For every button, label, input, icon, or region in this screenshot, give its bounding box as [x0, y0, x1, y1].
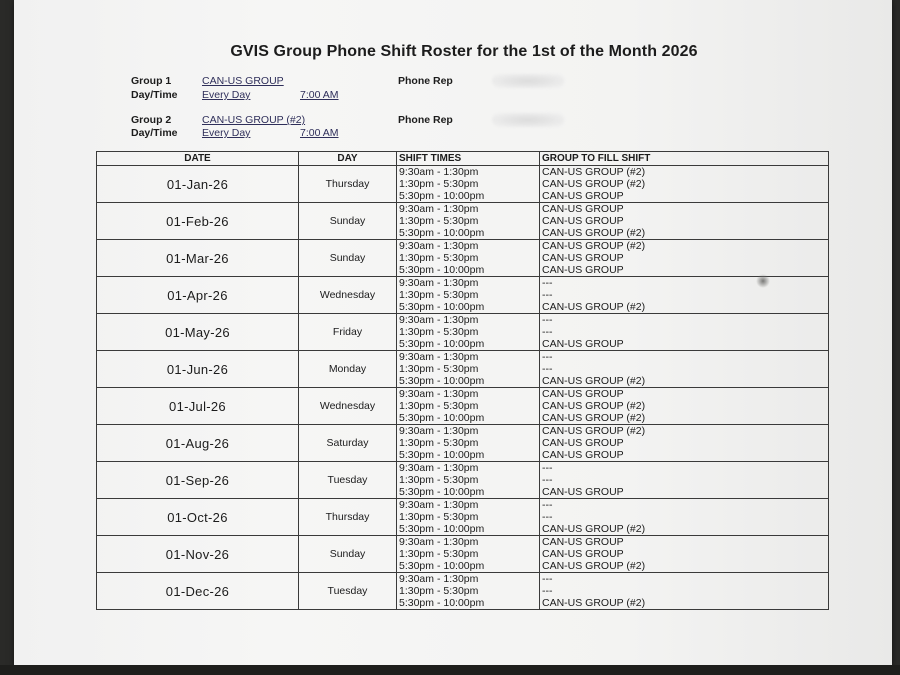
shift-group: CAN-US GROUP (#2) [540, 412, 829, 425]
group2-time-value: 7:00 AM [300, 127, 339, 139]
shift-time: 5:30pm - 10:00pm [397, 449, 540, 462]
row-date: 01-May-26 [97, 314, 299, 351]
row-date: 01-Jan-26 [97, 166, 299, 203]
shift-time: 9:30am - 1:30pm [397, 277, 540, 290]
shift-time: 5:30pm - 10:00pm [397, 597, 540, 610]
shift-time: 5:30pm - 10:00pm [397, 523, 540, 536]
row-day: Saturday [299, 425, 397, 462]
table-row [97, 499, 829, 512]
shift-time: 1:30pm - 5:30pm [397, 400, 540, 412]
shift-group: CAN-US GROUP (#2) [540, 227, 829, 240]
table-row [97, 425, 829, 438]
group1-time-value: 7:00 AM [300, 89, 339, 101]
table-row [97, 536, 829, 549]
shift-group: CAN-US GROUP [540, 548, 829, 560]
row-day: Wednesday [299, 388, 397, 425]
row-day: Sunday [299, 240, 397, 277]
table-row [97, 166, 829, 179]
group1-phone-rep-label: Phone Rep [398, 75, 453, 87]
shift-group: CAN-US GROUP (#2) [540, 523, 829, 536]
shift-time: 5:30pm - 10:00pm [397, 338, 540, 351]
row-day: Sunday [299, 203, 397, 240]
row-date: 01-Mar-26 [97, 240, 299, 277]
background-edge [0, 665, 900, 675]
shift-group: CAN-US GROUP (#2) [540, 425, 829, 438]
shift-group: --- [540, 314, 829, 327]
shift-time: 5:30pm - 10:00pm [397, 375, 540, 388]
shift-time: 1:30pm - 5:30pm [397, 363, 540, 375]
row-date: 01-Sep-26 [97, 462, 299, 499]
shift-time: 9:30am - 1:30pm [397, 314, 540, 327]
shift-time: 1:30pm - 5:30pm [397, 437, 540, 449]
header-group-to-fill: GROUP TO FILL SHIFT [540, 152, 829, 166]
shift-time: 5:30pm - 10:00pm [397, 486, 540, 499]
shift-time: 5:30pm - 10:00pm [397, 190, 540, 203]
shift-time: 9:30am - 1:30pm [397, 425, 540, 438]
shift-group: --- [540, 511, 829, 523]
shift-time: 5:30pm - 10:00pm [397, 227, 540, 240]
shift-time: 1:30pm - 5:30pm [397, 511, 540, 523]
row-date: 01-Jun-26 [97, 351, 299, 388]
shift-group: CAN-US GROUP [540, 486, 829, 499]
shift-group: CAN-US GROUP (#2) [540, 597, 829, 610]
row-date: 01-Aug-26 [97, 425, 299, 462]
table-header-row [97, 152, 829, 166]
group2-phone-rep-label: Phone Rep [398, 114, 453, 126]
row-day: Sunday [299, 536, 397, 573]
paper-smudge [756, 274, 770, 288]
shift-group: --- [540, 326, 829, 338]
shift-time: 1:30pm - 5:30pm [397, 585, 540, 597]
roster-table [96, 151, 829, 610]
row-date: 01-Apr-26 [97, 277, 299, 314]
row-date: 01-Oct-26 [97, 499, 299, 536]
table-row [97, 277, 829, 290]
row-date: 01-Dec-26 [97, 573, 299, 610]
row-date: 01-Nov-26 [97, 536, 299, 573]
group2-label: Group 2 [131, 114, 172, 126]
group2-phone-rep-redacted [492, 113, 564, 127]
table-row [97, 462, 829, 475]
shift-group: CAN-US GROUP [540, 190, 829, 203]
page-title: GVIS Group Phone Shift Roster for the 1st of the Month 2026 [230, 43, 698, 60]
shift-time: 9:30am - 1:30pm [397, 203, 540, 216]
row-day: Thursday [299, 166, 397, 203]
shift-group: --- [540, 462, 829, 475]
row-day: Thursday [299, 499, 397, 536]
table-row [97, 573, 829, 586]
shift-group: CAN-US GROUP [540, 215, 829, 227]
shift-time: 9:30am - 1:30pm [397, 240, 540, 253]
roster-body [97, 166, 829, 610]
shift-time: 9:30am - 1:30pm [397, 536, 540, 549]
header-day: DAY [299, 152, 397, 166]
shift-group: CAN-US GROUP [540, 203, 829, 216]
shift-time: 1:30pm - 5:30pm [397, 215, 540, 227]
shift-time: 9:30am - 1:30pm [397, 166, 540, 179]
document-page [14, 0, 892, 668]
row-day: Wednesday [299, 277, 397, 314]
shift-group: CAN-US GROUP (#2) [540, 560, 829, 573]
shift-time: 5:30pm - 10:00pm [397, 264, 540, 277]
row-date: 01-Jul-26 [97, 388, 299, 425]
table-row [97, 314, 829, 327]
shift-time: 1:30pm - 5:30pm [397, 548, 540, 560]
shift-group: CAN-US GROUP [540, 437, 829, 449]
shift-time: 9:30am - 1:30pm [397, 462, 540, 475]
shift-time: 1:30pm - 5:30pm [397, 474, 540, 486]
shift-time: 1:30pm - 5:30pm [397, 289, 540, 301]
group2-day-value: Every Day [202, 127, 251, 139]
shift-time: 5:30pm - 10:00pm [397, 560, 540, 573]
shift-time: 5:30pm - 10:00pm [397, 301, 540, 314]
table-row [97, 203, 829, 216]
shift-time: 1:30pm - 5:30pm [397, 252, 540, 264]
group1-day-value: Every Day [202, 89, 251, 101]
shift-time: 9:30am - 1:30pm [397, 388, 540, 401]
shift-group: CAN-US GROUP [540, 449, 829, 462]
shift-time: 9:30am - 1:30pm [397, 573, 540, 586]
shift-group: CAN-US GROUP (#2) [540, 240, 829, 253]
group1-label: Group 1 [131, 75, 172, 87]
shift-group: CAN-US GROUP [540, 536, 829, 549]
shift-group: --- [540, 277, 829, 290]
shift-group: --- [540, 585, 829, 597]
row-day: Tuesday [299, 462, 397, 499]
shift-time: 1:30pm - 5:30pm [397, 178, 540, 190]
shift-group: CAN-US GROUP [540, 388, 829, 401]
group2-value: CAN-US GROUP (#2) [202, 114, 306, 126]
shift-group: --- [540, 573, 829, 586]
group1-value: CAN-US GROUP [202, 75, 284, 87]
shift-group: --- [540, 363, 829, 375]
shift-time: 1:30pm - 5:30pm [397, 326, 540, 338]
shift-group: CAN-US GROUP (#2) [540, 375, 829, 388]
shift-group: CAN-US GROUP [540, 338, 829, 351]
shift-group: --- [540, 474, 829, 486]
group1-daytime-label: Day/Time [131, 89, 178, 101]
shift-time: 9:30am - 1:30pm [397, 499, 540, 512]
table-row [97, 240, 829, 253]
shift-group: --- [540, 499, 829, 512]
shift-time: 5:30pm - 10:00pm [397, 412, 540, 425]
group2-daytime-label: Day/Time [131, 127, 178, 139]
shift-group: CAN-US GROUP (#2) [540, 178, 829, 190]
shift-group: CAN-US GROUP [540, 264, 829, 277]
row-date: 01-Feb-26 [97, 203, 299, 240]
row-day: Tuesday [299, 573, 397, 610]
shift-group: --- [540, 289, 829, 301]
table-row [97, 388, 829, 401]
header-date: DATE [97, 152, 299, 166]
shift-time: 9:30am - 1:30pm [397, 351, 540, 364]
shift-group: CAN-US GROUP (#2) [540, 166, 829, 179]
shift-group: CAN-US GROUP (#2) [540, 400, 829, 412]
table-row [97, 351, 829, 364]
shift-group: CAN-US GROUP (#2) [540, 301, 829, 314]
row-day: Monday [299, 351, 397, 388]
shift-group: --- [540, 351, 829, 364]
header-shift-times: SHIFT TIMES [397, 152, 540, 166]
shift-group: CAN-US GROUP [540, 252, 829, 264]
group1-phone-rep-redacted [492, 74, 564, 88]
row-day: Friday [299, 314, 397, 351]
